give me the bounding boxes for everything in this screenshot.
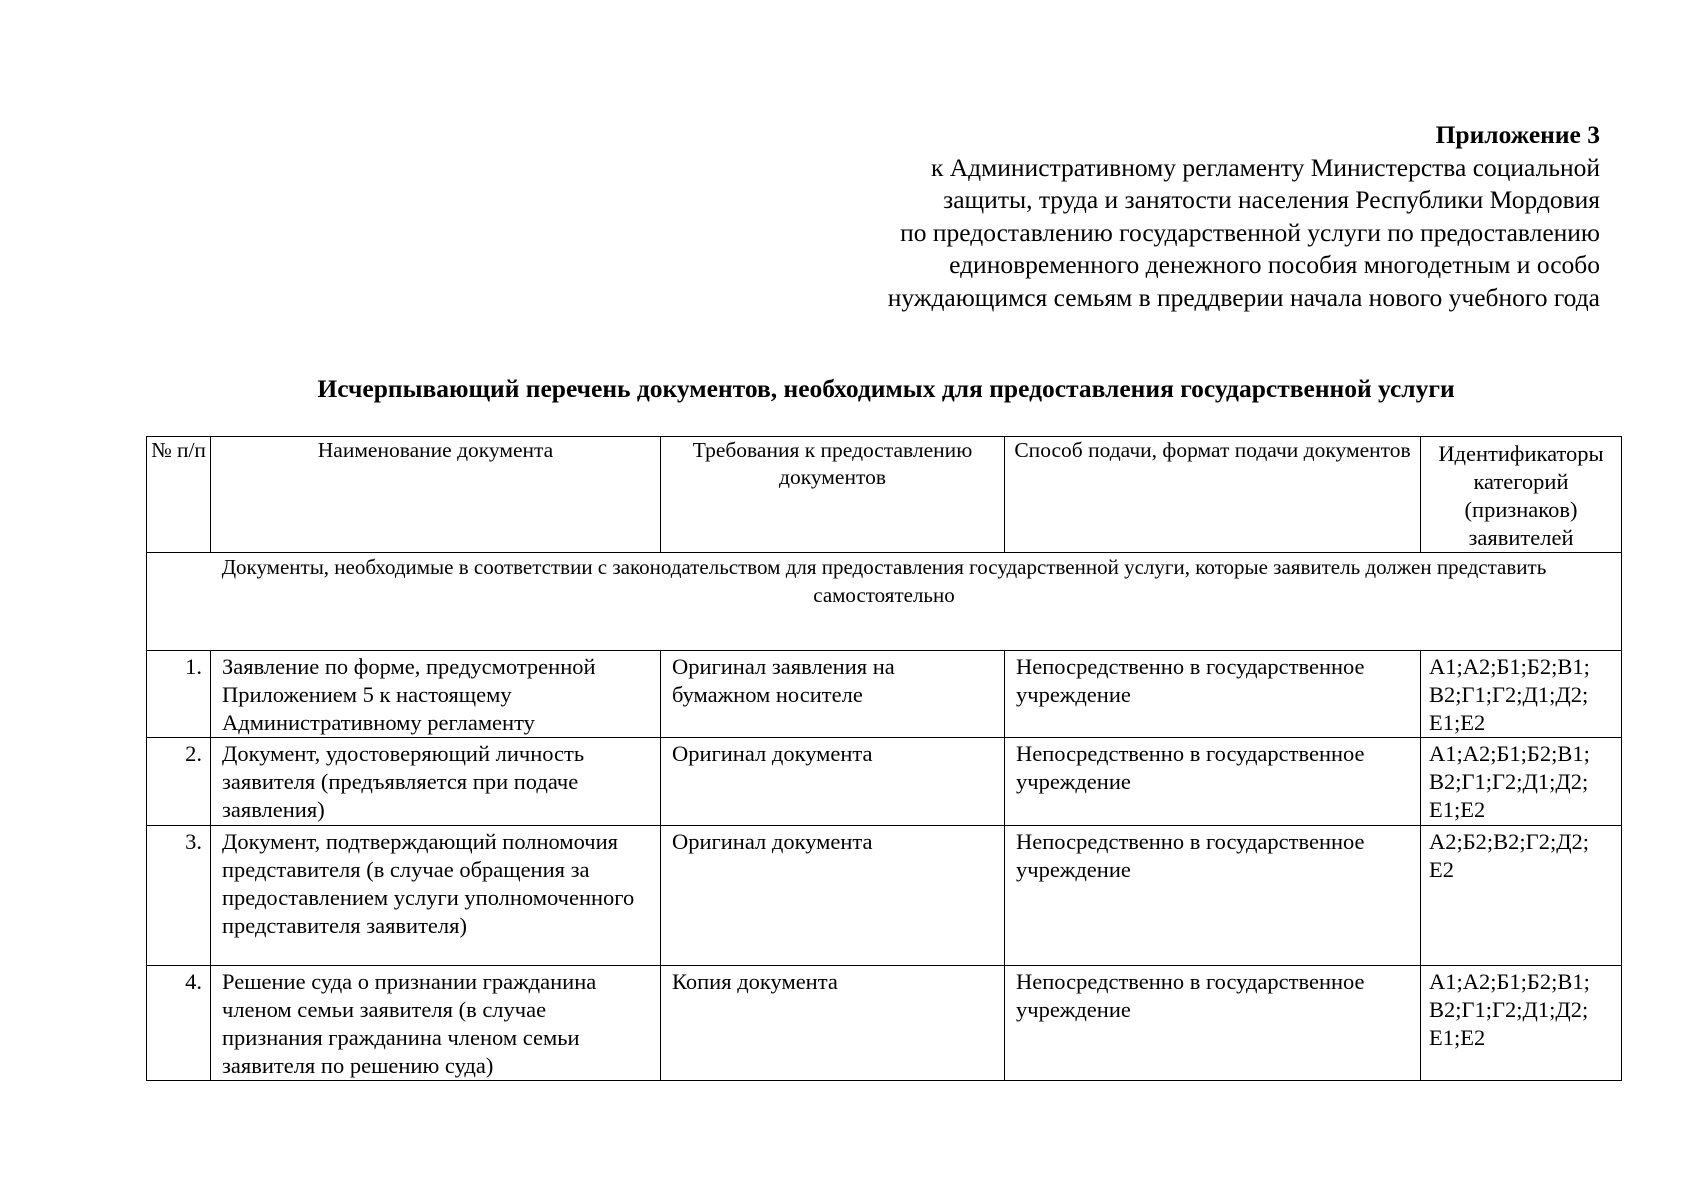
row-requirements: Копия документа xyxy=(672,969,838,994)
row-requirements-cell xyxy=(661,738,1005,826)
header-name-label: Наименование документа xyxy=(317,438,554,462)
row-requirements-cell xyxy=(661,966,1005,1081)
header-cell-name xyxy=(211,437,661,553)
row-method-cell xyxy=(1005,651,1421,738)
row-document-name: Документ, подтверждающий полномочия представителя (в случае обращения за предоставлением услуги уполномоченного представителя заявителя) xyxy=(222,829,635,938)
appendix-block xyxy=(700,119,1600,314)
row-number-cell xyxy=(147,738,211,826)
header-number-label: № п/п xyxy=(151,438,206,462)
row-ids-cell xyxy=(1421,738,1622,826)
documents-table xyxy=(146,436,1622,1081)
appendix-line: нуждающимся семьям в преддверии начала нового учебного года xyxy=(887,282,1600,312)
section-row xyxy=(147,553,1622,651)
row-name-cell xyxy=(211,966,661,1081)
header-method-label: Способ подачи, формат подачи документов xyxy=(1014,438,1411,462)
appendix-title: Приложение 3 xyxy=(1435,120,1600,149)
appendix-line: к Административному регламенту Министерства социальной xyxy=(930,152,1600,182)
header-ids-label: Идентификаторы категорий (признаков) заявителей xyxy=(1438,441,1604,550)
row-ids: А1;А2;Б1;Б2;В1; В2;Г1;Г2;Д1;Д2; Е1;Е2 xyxy=(1429,654,1590,735)
row-requirements: Оригинал документа xyxy=(672,829,873,854)
table-row xyxy=(147,651,1622,738)
row-number: 2. xyxy=(185,741,202,766)
table-row xyxy=(147,826,1622,966)
header-requirements-label: Требования к предоставлению документов xyxy=(692,438,973,489)
row-ids-cell xyxy=(1421,826,1622,966)
row-number: 3. xyxy=(185,829,202,854)
appendix-line: защиты, труда и занятости населения Республики Мордовия xyxy=(943,185,1600,214)
row-ids: А1;А2;Б1;Б2;В1; В2;Г1;Г2;Д1;Д2; Е1;Е2 xyxy=(1429,969,1590,1050)
row-ids: А1;А2;Б1;Б2;В1; В2;Г1;Г2;Д1;Д2; Е1;Е2 xyxy=(1429,741,1590,822)
row-requirements-cell xyxy=(661,826,1005,966)
row-method-cell xyxy=(1005,826,1421,966)
row-number-cell xyxy=(147,826,211,966)
row-name-cell xyxy=(211,826,661,966)
row-number: 1. xyxy=(185,654,202,679)
row-name-cell xyxy=(211,651,661,738)
row-number-cell xyxy=(147,651,211,738)
row-requirements: Оригинал заявления на бумажном носителе xyxy=(672,654,895,707)
row-method: Непосредственно в государственное учреждение xyxy=(1016,741,1365,794)
row-document-name: Решение суда о признании гражданина членом семьи заявителя (в случае признания гражданина членом семьи заявителя по решению суда) xyxy=(222,969,597,1078)
row-ids: А2;Б2;В2;Г2;Д2; Е2 xyxy=(1429,829,1590,882)
table-header-row xyxy=(147,437,1622,553)
row-requirements-cell xyxy=(661,651,1005,738)
appendix-line: единовременного денежного пособия многодетным и особо xyxy=(949,250,1600,279)
row-method: Непосредственно в государственное учреждение xyxy=(1016,654,1365,707)
header-cell-ids xyxy=(1421,437,1622,553)
row-document-name: Заявление по форме, предусмотренной Приложением 5 к настоящему Административному регламенту xyxy=(222,654,596,735)
header-cell-requirements xyxy=(661,437,1005,553)
document-title: Исчерпывающий перечень документов, необходимых для предоставления государственной услуги xyxy=(317,374,1455,403)
row-requirements: Оригинал документа xyxy=(672,741,873,766)
row-method-cell xyxy=(1005,738,1421,826)
header-cell-method xyxy=(1005,437,1421,553)
row-ids-cell xyxy=(1421,651,1622,738)
row-method-cell xyxy=(1005,966,1421,1081)
header-cell-number xyxy=(147,437,211,553)
section-cell xyxy=(147,553,1622,651)
table-row xyxy=(147,966,1622,1081)
row-number: 4. xyxy=(185,969,202,994)
section-title: Документы, необходимые в соответствии с законодательством для предоставления государственной услуги, которые заявитель должен представить самостоятельно xyxy=(221,555,1547,607)
row-method: Непосредственно в государственное учреждение xyxy=(1016,829,1365,882)
appendix-line: по предоставлению государственной услуги по предоставлению xyxy=(900,217,1600,247)
row-method: Непосредственно в государственное учреждение xyxy=(1016,969,1365,1022)
row-ids-cell xyxy=(1421,966,1622,1081)
row-document-name: Документ, удостоверяющий личность заявителя (предъявляется при подаче заявления) xyxy=(222,741,585,822)
row-name-cell xyxy=(211,738,661,826)
row-number-cell xyxy=(147,966,211,1081)
table-row xyxy=(147,738,1622,826)
